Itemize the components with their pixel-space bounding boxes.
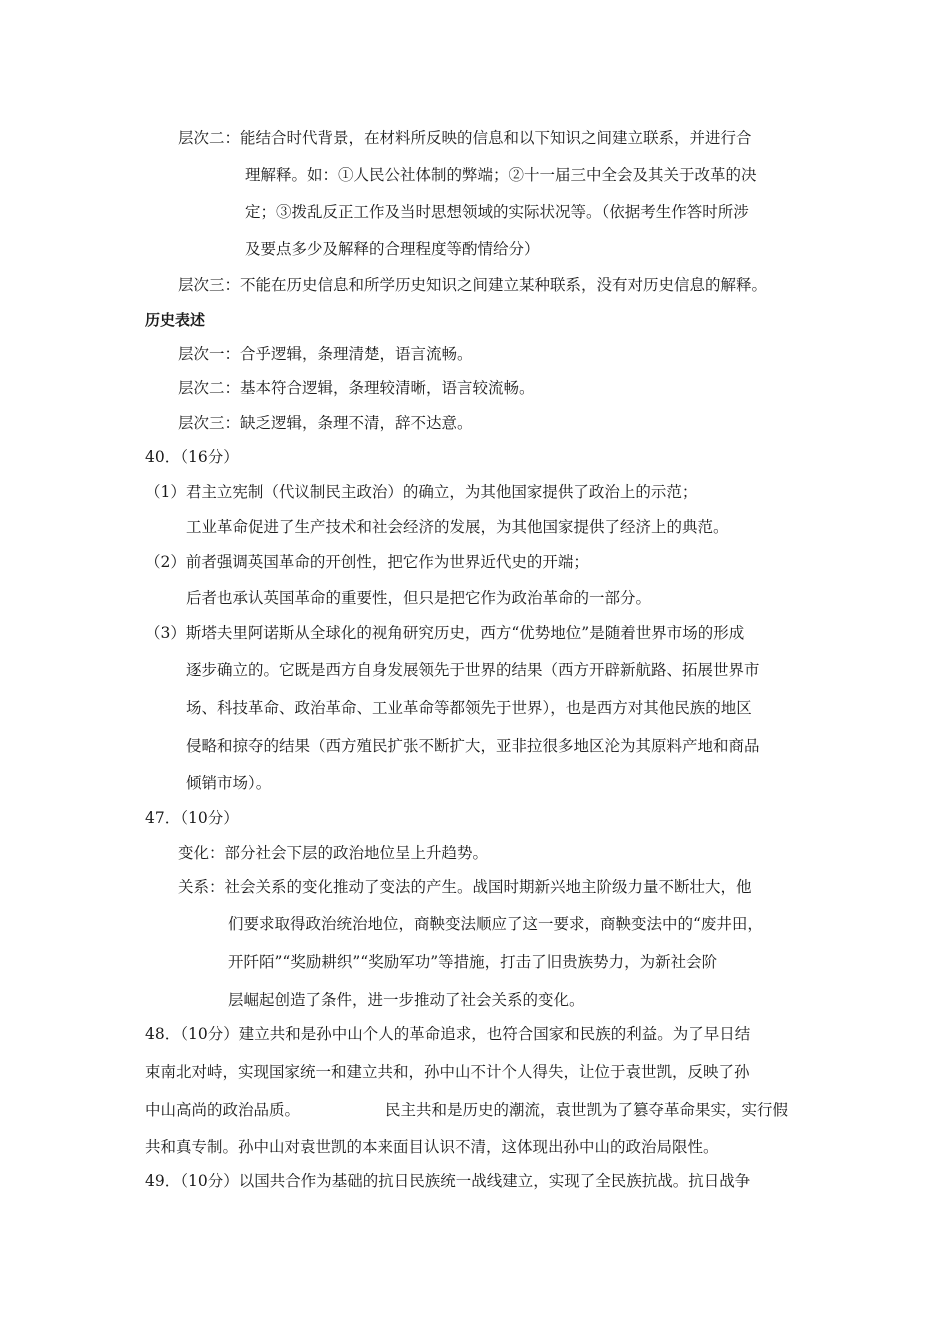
text-line: （1）君主立宪制（代议制民主政治）的确立，为其他国家提供了政治上的示范； [145, 483, 698, 501]
text-line: 后者也承认英国革命的重要性，但只是把它作为政治革命的一部分。 [186, 589, 652, 607]
text-line: 层次三：缺乏逻辑，条理不清，辞不达意。 [178, 414, 473, 432]
text-line: 48．（10分）建立共和是孙中山个人的革命追求，也符合国家和民族的利益。为了早日结 [145, 1025, 751, 1043]
text-line: 理解释。如：①人民公社体制的弊端；②十一届三中全会及其关于改革的决 [245, 166, 757, 184]
text-line: 场、科技革命、政治革命、工业革命等都领先于世界），也是西方对其他民族的地区 [186, 699, 752, 717]
text-line: 开阡陌”“奖励耕织”“奖励军功”等措施，打击了旧贵族势力，为新社会阶 [228, 953, 718, 971]
text-line: （2）前者强调英国革命的开创性，把它作为世界近代史的开端； [145, 553, 589, 571]
text-line: 倾销市场）。 [186, 774, 272, 792]
text-line: 49．（10分）以国共合作为基础的抗日民族统一战线建立，实现了全民族抗战。抗日战争 [145, 1172, 751, 1190]
text-line: 层次二：基本符合逻辑，条理较清晰，语言较流畅。 [178, 379, 535, 397]
text-line: 层次一：合乎逻辑，条理清楚，语言流畅。 [178, 345, 473, 363]
question-number: 40．（16分） [145, 448, 239, 466]
text-line: 中山高尚的政治品质。 [145, 1101, 301, 1119]
text-line: 及要点多少及解释的合理程度等酌情给分） [245, 240, 540, 258]
text-line: 侵略和掠夺的结果（西方殖民扩张不断扩大，亚非拉很多地区沦为其原料产地和商品 [186, 737, 760, 755]
text-line: 束南北对峙，实现国家统一和建立共和，孙中山不计个人得失，让位于袁世凯，反映了孙 [145, 1063, 750, 1081]
text-line: （3）斯塔夫里阿诺斯从全球化的视角研究历史，西方“优势地位”是随着世界市场的形成 [145, 624, 745, 642]
text-line: 层次三：不能在历史信息和所学历史知识之间建立某种联系，没有对历史信息的解释。 [178, 276, 768, 294]
text-line: 们要求取得政治统治地位，商鞅变法顺应了这一要求，商鞅变法中的“废井田， [228, 915, 763, 933]
section-heading: 历史表述 [145, 311, 206, 329]
text-line: 民主共和是历史的潮流，袁世凯为了篡夺革命果实，实行假 [385, 1101, 789, 1119]
text-line: 层崛起创造了条件，进一步推动了社会关系的变化。 [228, 991, 585, 1009]
text-line: 层次二：能结合时代背景，在材料所反映的信息和以下知识之间建立联系，并进行合 [178, 129, 752, 147]
text-line: 定；③拨乱反正工作及当时思想领域的实际状况等。（依据考生作答时所涉 [245, 203, 749, 221]
text-line: 共和真专制。孙中山对袁世凯的本来面目认识不清，这体现出孙中山的政治局限性。 [145, 1138, 719, 1156]
text-line: 工业革命促进了生产技术和社会经济的发展，为其他国家提供了经济上的典范。 [186, 518, 729, 536]
text-line: 关系：社会关系的变化推动了变法的产生。战国时期新兴地主阶级力量不断壮大，他 [178, 878, 752, 896]
text-line: 逐步确立的。它既是西方自身发展领先于世界的结果（西方开辟新航路、拓展世界市 [186, 661, 760, 679]
question-number: 47．（10分） [145, 809, 239, 827]
text-line: 变化：部分社会下层的政治地位呈上升趋势。 [178, 844, 489, 862]
